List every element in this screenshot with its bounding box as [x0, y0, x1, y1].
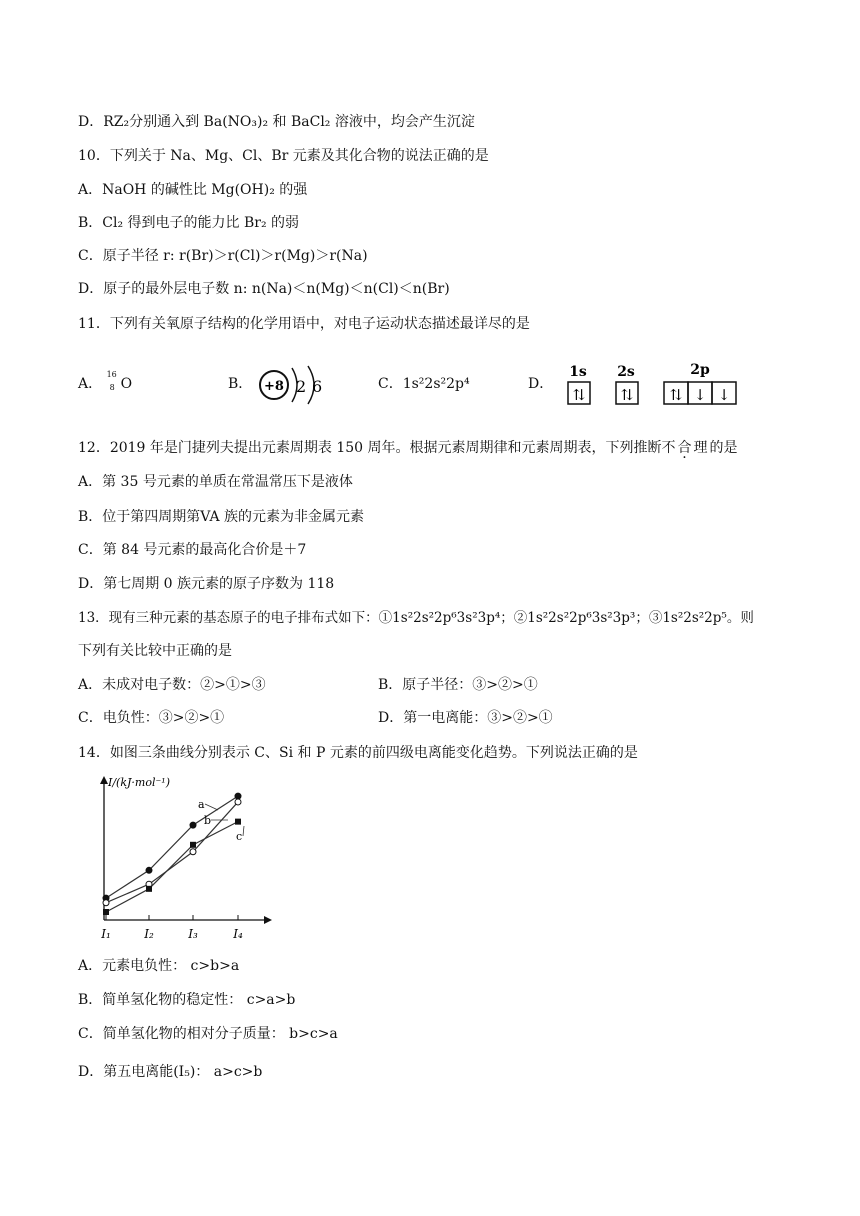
- q12-option-b: B．位于第四周期第VA 族的元素为非金属元素: [78, 509, 365, 525]
- q12-emphasis: 不合理: [661, 440, 710, 456]
- element-symbol: O: [120, 376, 133, 392]
- q11-option-b-label: B．: [228, 376, 253, 392]
- x-tick-label-4: I₄: [233, 927, 243, 941]
- q13-stem-line2: 下列有关比较中正确的是: [78, 643, 232, 659]
- x-tick-label-3: I₃: [188, 927, 198, 941]
- series-a-line: [106, 796, 238, 898]
- q12-option-d: D．第七周期 0 族元素的原子序数为 118: [78, 576, 335, 592]
- q11-c-label: C．: [378, 376, 403, 392]
- series-c-point-3: [190, 842, 196, 848]
- q12-stem-text: 12．2019 年是门捷列夫提出元素周期表 150 周年。根据元素周期律和元素周期表，下列推断: [78, 440, 662, 456]
- series-c-leader: [243, 826, 244, 836]
- q13-option-a: A．未成对电子数：②>①>③: [78, 677, 266, 693]
- shell-1-electrons: 2: [296, 377, 307, 396]
- orbital-1s-label: 1s: [569, 364, 587, 380]
- q13-stem-line1: 13．现有三种元素的基态原子的电子排布式如下：①1s²2s²2p⁶3s²3p⁴；②1s²2s²2p⁶3s²3p³；③1s²2s²2p⁵。则: [78, 610, 754, 626]
- q11-option-c: [378, 374, 470, 394]
- q13-option-c: C．电负性：③>②>①: [78, 710, 225, 726]
- mass-number: 16: [106, 370, 117, 379]
- ionization-energy-chart: [86, 770, 276, 950]
- orbital-diagram: [560, 360, 750, 410]
- series-c-point-4: [235, 819, 241, 825]
- q14-stem: 14．如图三条曲线分别表示 C、Si 和 P 元素的前四级电离能变化趋势。下列说法正确的是: [78, 745, 638, 761]
- series-b-line: [106, 802, 238, 903]
- q14-option-c: C．简单氢化物的相对分子质量： b>c>a: [78, 1026, 338, 1042]
- q9-option-d: D．RZ₂分别通入到 Ba(NO₃)₂ 和 BaCl₂ 溶液中，均会产生沉淀: [78, 114, 475, 130]
- series-b-point-1: [103, 900, 109, 906]
- q10-option-a: A．NaOH 的碱性比 Mg(OH)₂ 的强: [78, 182, 308, 198]
- q12-stem: [78, 438, 738, 458]
- q11-a-label: A．: [78, 376, 103, 392]
- y-axis-label: I/(kJ·mol⁻¹): [108, 776, 170, 789]
- q11-stem: 11．下列有关氧原子结构的化学用语中，对电子运动状态描述最详尽的是: [78, 316, 530, 332]
- q10-option-d: D．原子的最外层电子数 n: n(Na)＜n(Mg)＜n(Cl)＜n(Br): [78, 281, 450, 297]
- atom-structure-diagram: [254, 362, 334, 408]
- orbital-2p-box3: ↓: [717, 386, 731, 404]
- orbital-2p-box2: ↓: [693, 386, 707, 404]
- x-tick-layer: [100, 915, 243, 941]
- q11-option-d-label: D．: [528, 376, 554, 392]
- q12-option-a: A．第 35 号元素的单质在常温常压下是液体: [78, 474, 353, 490]
- series-a-point-2: [146, 867, 152, 873]
- series-c-label: c: [236, 830, 243, 843]
- x-tick-label-2: I₂: [144, 927, 154, 941]
- series-layer: [103, 793, 241, 915]
- series-b-point-4: [235, 799, 241, 805]
- series-a-leader: [205, 804, 218, 810]
- q13-option-d: D．第一电离能：③>②>①: [378, 710, 553, 726]
- series-b-label: b: [204, 814, 212, 827]
- orbital-2s-label: 2s: [617, 364, 635, 380]
- q10-option-c: C．原子半径 r: r(Br)＞r(Cl)＞r(Mg)＞r(Na): [78, 248, 368, 264]
- shell-2-electrons: 6: [312, 377, 323, 396]
- nucleus-charge: +8: [264, 379, 284, 394]
- q10-option-b: B．Cl₂ 得到电子的能力比 Br₂ 的弱: [78, 215, 300, 231]
- series-a-point-3: [190, 822, 196, 828]
- series-a-point-4: [235, 793, 241, 799]
- orbital-2p-box1: ⇅: [669, 386, 683, 404]
- electron-config: 1s²2s²2p⁴: [402, 376, 470, 392]
- orbital-1s-electrons: ⇅: [572, 386, 586, 404]
- q10-stem: 10．下列关于 Na、Mg、Cl、Br 元素及其化合物的说法正确的是: [78, 148, 489, 164]
- nuclide-notation: [106, 370, 121, 394]
- x-tick-label-1: I₁: [101, 927, 111, 941]
- q11-option-a: [78, 370, 133, 394]
- series-b-point-3: [190, 849, 196, 855]
- q12-option-c: C．第 84 号元素的最高化合价是＋7: [78, 542, 307, 558]
- atomic-number: 8: [109, 383, 115, 392]
- q14-option-a: A．元素电负性： c>b>a: [78, 958, 240, 974]
- series-c-point-1: [103, 909, 109, 915]
- q14-option-d: D．第五电离能(I₅)： a>c>b: [78, 1064, 263, 1080]
- q14-option-b: B．简单氢化物的稳定性： c>a>b: [78, 992, 296, 1008]
- orbital-2p-label: 2p: [690, 362, 710, 378]
- series-a-label: a: [198, 798, 205, 811]
- series-c-point-2: [146, 886, 152, 892]
- q13-option-b: B．原子半径：③>②>①: [378, 677, 538, 693]
- orbital-2s-electrons: ⇅: [620, 386, 634, 404]
- q12-stem-end: 的是: [709, 440, 738, 456]
